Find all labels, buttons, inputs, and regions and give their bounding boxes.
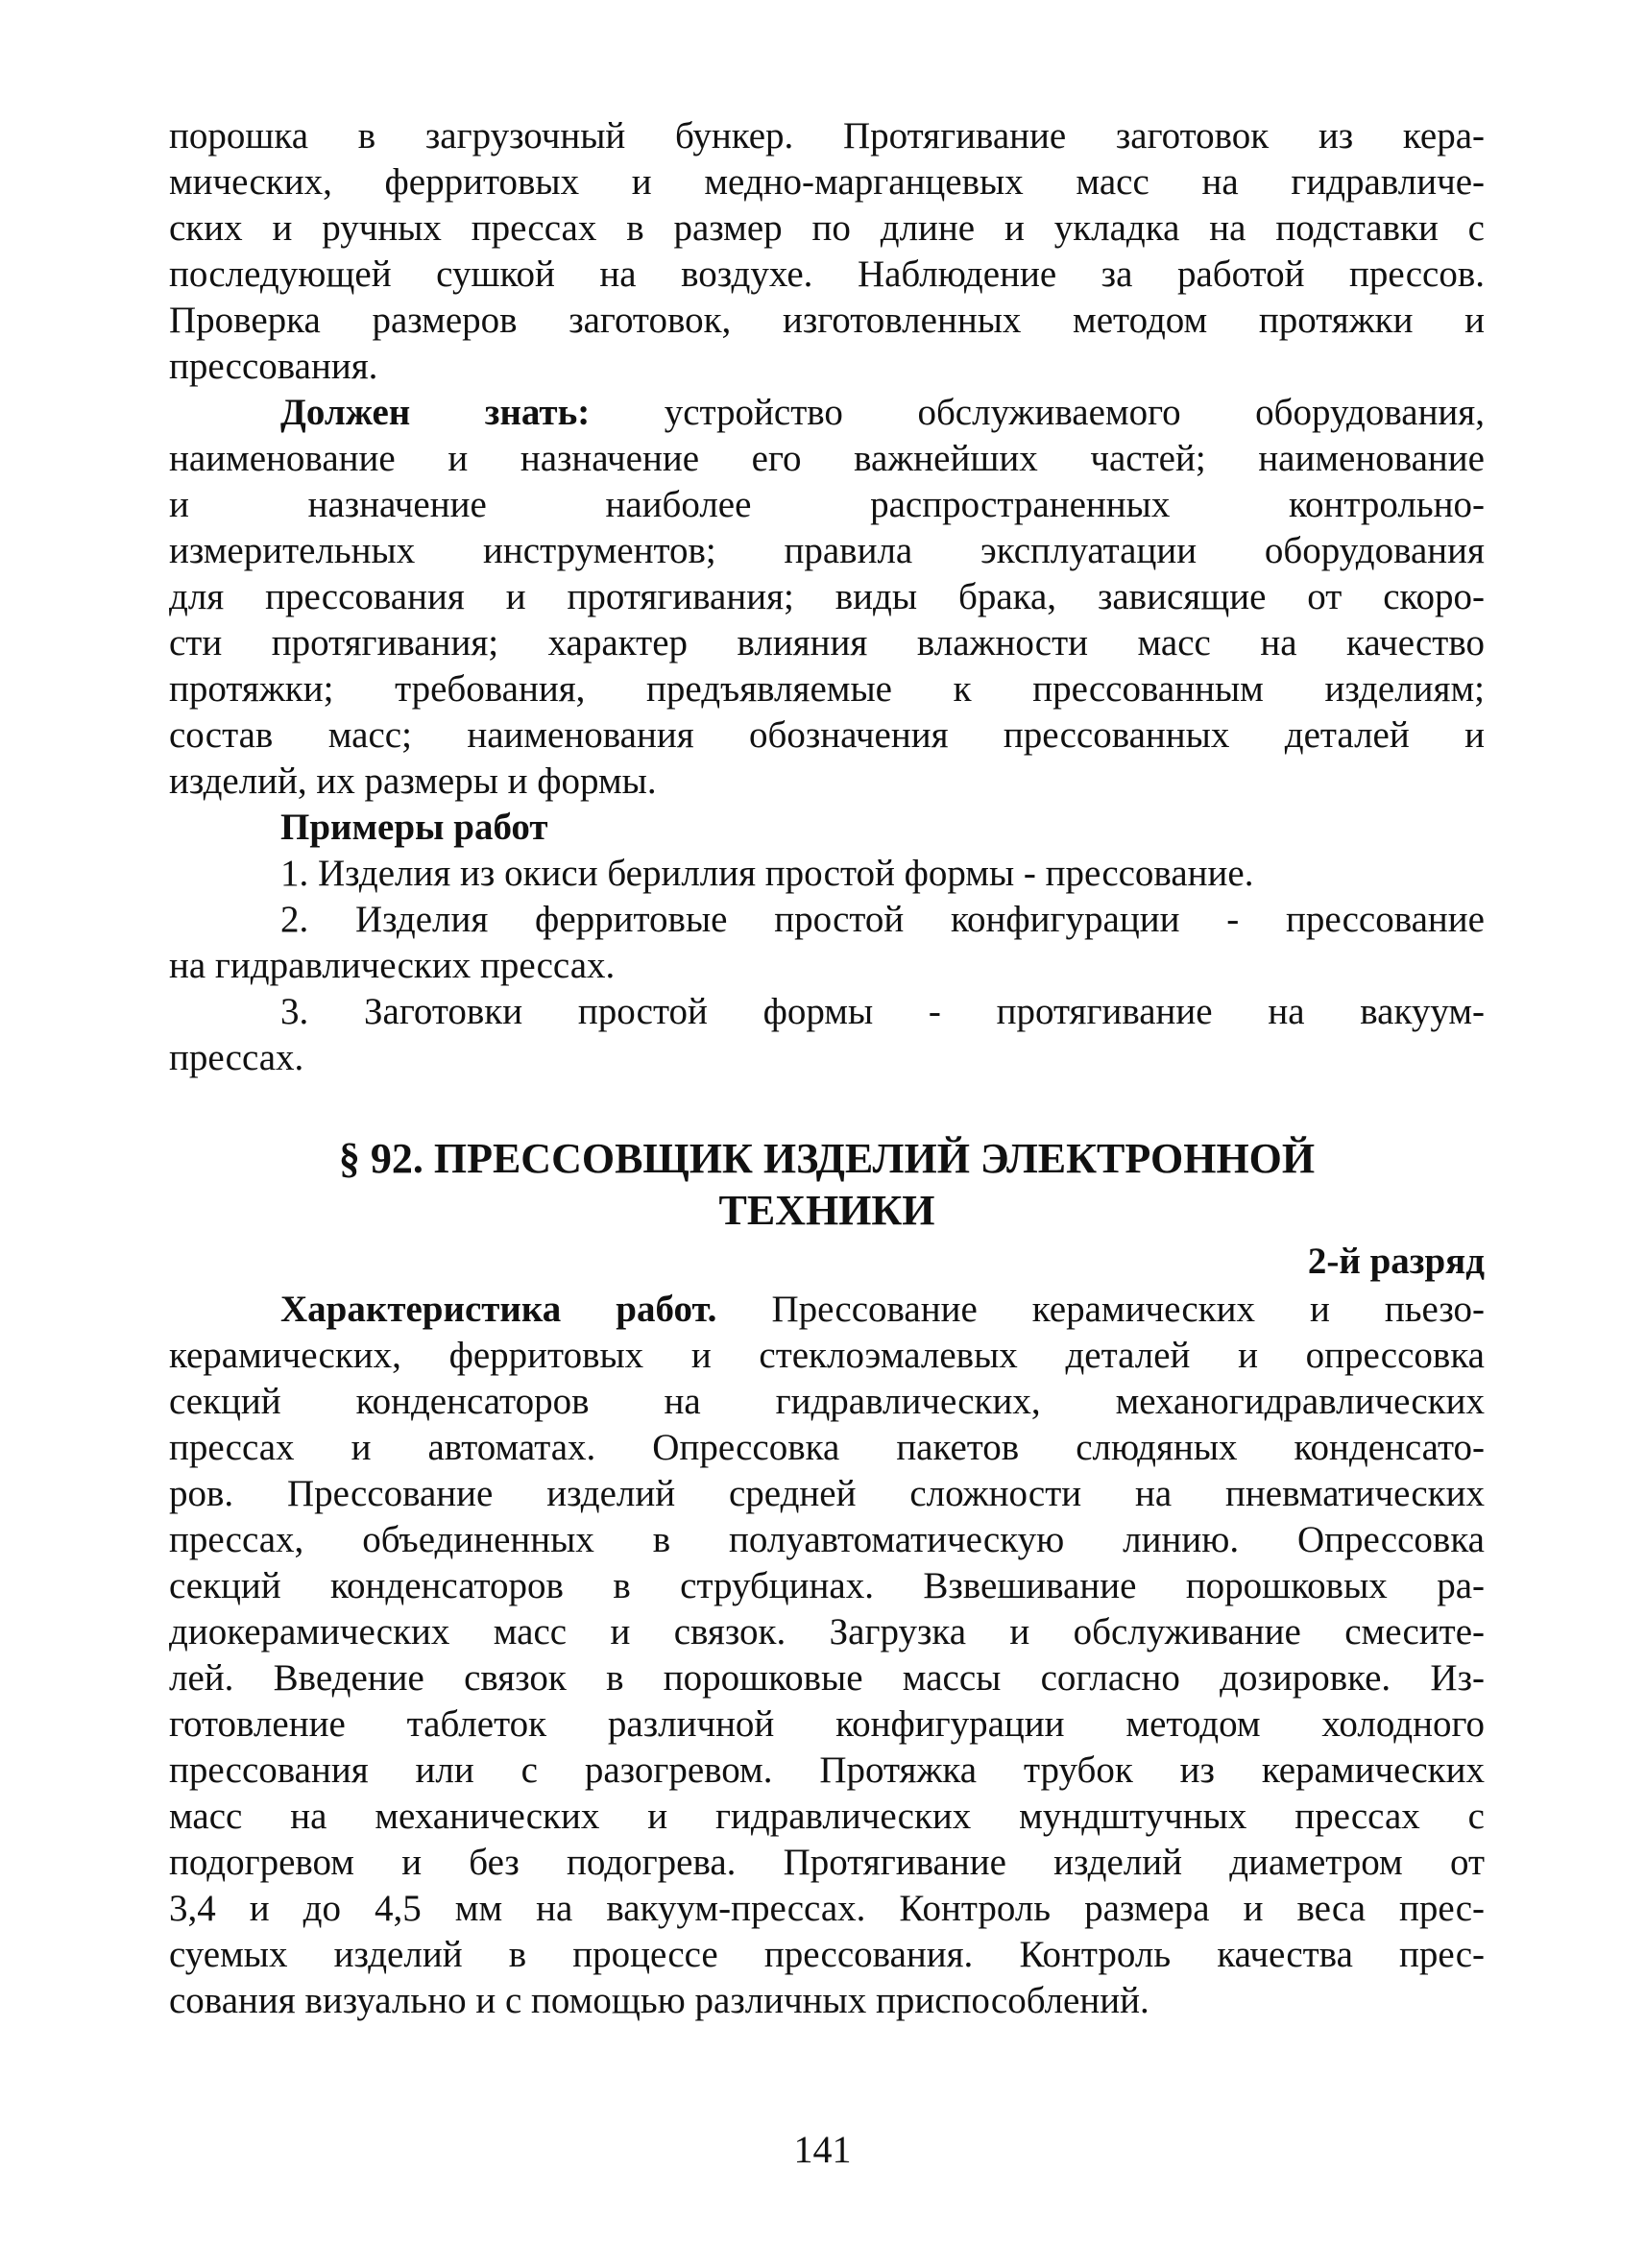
text-line: протяжки; требования, предъявляемые к прессованным изделиям; (169, 668, 1485, 710)
text-line: 3,4 и до 4,5 мм на вакуум-прессах. Контроль размера и веса прес- (169, 1888, 1485, 1929)
text-line: масс на механических и гидравлических мундштучных прессах с (169, 1796, 1485, 1837)
characteristics-paragraph (169, 1287, 1485, 2024)
example-item-2: 2. Изделия ферритовые простой конфигурации - прессование (280, 899, 1485, 940)
text-line (169, 1287, 1485, 1333)
text-line: последующей сушкой на воздухе. Наблюдение за работой прессов. (169, 253, 1485, 295)
paragraph-continuation (169, 113, 1485, 390)
text-line: суемых изделий в процессе прессования. Контроль качества прес- (169, 1934, 1485, 1975)
text-line: прессах, объединенных в полуавтоматическую линию. Опрессовка (169, 1519, 1485, 1560)
text-line: сования визуально и с помощью различных приспособлений. (169, 1980, 1149, 2021)
text-line: Проверка размеров заготовок, изготовленных методом протяжки и (169, 300, 1485, 341)
must-know-label: Должен знать: (280, 392, 591, 433)
text-line: подогревом и без подогрева. Протягивание изделий диаметром от (169, 1842, 1485, 1883)
text-line: прессования. (169, 346, 378, 387)
characteristics-label: Характеристика работ. (280, 1289, 717, 1330)
text-line: порошка в загрузочный бункер. Протягивание заготовок из кера- (169, 115, 1485, 157)
example-item-1: 1. Изделия из окиси бериллия простой формы - прессование. (280, 853, 1254, 894)
text-line: готовление таблеток различной конфигурации методом холодного (169, 1703, 1485, 1745)
characteristics-first-line: Прессование керамических и пьезо- (716, 1289, 1485, 1330)
text-line: наименование и назначение его важнейших частей; наименование (169, 438, 1485, 479)
section-title-line-1: § 92. ПРЕССОВЩИК ИЗДЕЛИЙ ЭЛЕКТРОННОЙ (338, 1135, 1316, 1182)
text-line: мических, ферритовых и медно-марганцевых масс на гидравличе- (169, 161, 1485, 203)
text-line: керамических, ферритовых и стеклоэмалевых деталей и опрессовка (169, 1335, 1485, 1376)
spacer (169, 1081, 1485, 1133)
text-line: ских и ручных прессах в размер по длине и укладка на подставки с (169, 207, 1485, 249)
text-line: изделий, их размеры и формы. (169, 760, 657, 802)
text-line: диокерамических масс и связок. Загрузка и обслуживание смесите- (169, 1611, 1485, 1653)
page-number: 141 (793, 2128, 852, 2171)
examples-title: Примеры работ (280, 807, 548, 848)
example-item-2-cont: на гидравлических прессах. (169, 945, 616, 986)
text-line: и назначение наиболее распространенных контрольно- (169, 484, 1485, 525)
text-line: прессах и автоматах. Опрессовка пакетов слюдяных конденсато- (169, 1427, 1485, 1468)
must-know-first-line: устройство обслуживаемого оборудования, (590, 392, 1485, 433)
grade-label: 2-й разряд (1307, 1241, 1485, 1282)
text-line: состав масс; наименования обозначения прессованных деталей и (169, 714, 1485, 756)
text-line: для прессования и протягивания; виды брака, зависящие от скоро- (169, 576, 1485, 617)
text-line: секций конденсаторов на гидравлических, механогидравлических (169, 1381, 1485, 1422)
page-body (169, 113, 1485, 2024)
text-line: лей. Введение связок в порошковые массы согласно дозировке. Из- (169, 1657, 1485, 1699)
section-heading (169, 1133, 1485, 1287)
text-line: ров. Прессование изделий средней сложности на пневматических (169, 1473, 1485, 1514)
must-know-paragraph (169, 390, 1485, 805)
examples-block (169, 805, 1485, 1081)
text-line: сти протягивания; характер влияния влажности масс на качество (169, 622, 1485, 664)
text-line: прессования или с разогревом. Протяжка трубок из керамических (169, 1749, 1485, 1791)
section-title-line-2: ТЕХНИКИ (718, 1187, 935, 1234)
text-line: измерительных инструментов; правила эксплуатации оборудования (169, 530, 1485, 571)
text-line (169, 390, 1485, 436)
example-item-3-cont: прессах. (169, 1037, 304, 1078)
text-line: секций конденсаторов в струбцинах. Взвешивание порошковых ра- (169, 1565, 1485, 1606)
example-item-3: 3. Заготовки простой формы - протягивание на вакуум- (280, 991, 1485, 1032)
